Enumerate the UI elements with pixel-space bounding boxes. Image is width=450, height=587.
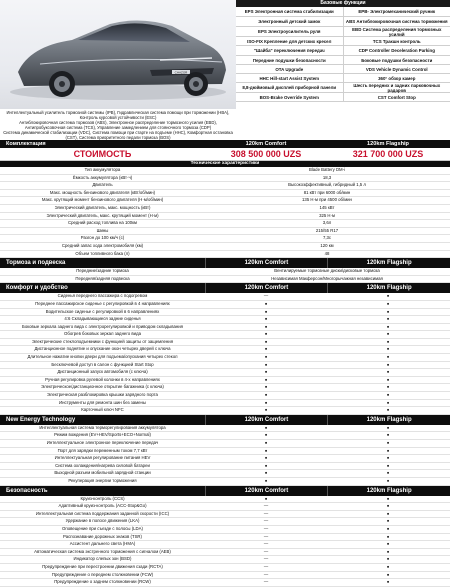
feature-spec-comfort: ● [205, 316, 327, 323]
feature-spec-flagship: ● [327, 362, 449, 369]
feature-spec-label: Предупреждение при перестроении движения сзади (RCTA) [0, 564, 205, 571]
feature-spec-row [0, 564, 450, 572]
feature-cell: Передние подушки безопасности [236, 56, 343, 64]
feature-spec-row [0, 448, 450, 456]
pricing-header [0, 140, 450, 148]
section-title: Тормоза и подвеска [0, 258, 205, 268]
feature-spec-label: Электрическое/дистанционное открытие багажника (с ключа) [0, 384, 205, 391]
feature-spec-row [0, 440, 450, 448]
feature-spec-label: Рекуперация энергии торможения [0, 478, 205, 485]
tech-row-value: 325 Н·м [205, 213, 449, 220]
feature-spec-comfort: ● [205, 463, 327, 470]
feature-spec-row [0, 309, 450, 317]
section-title: Комфорт и удобство [0, 283, 205, 293]
feature-cell: Электронный детский замок [236, 17, 343, 26]
feature-spec-label: Дистанционное поднятие и опускание окон четырех дверей с ключа [0, 346, 205, 353]
section-col-flagship: 120km Flagship [327, 283, 450, 293]
tech-row [0, 235, 450, 243]
feature-spec-comfort: ● [205, 440, 327, 447]
feature-spec-flagship: ● [327, 564, 449, 571]
tech-row-label: Объем топливного бака (л) [0, 251, 205, 258]
feature-spec-label: Предупреждение о заднем столкновении (RCW) [0, 579, 205, 586]
feature-spec-label: Круиз-контроль (CCS) [0, 496, 205, 503]
feature-spec-comfort: — [205, 526, 327, 533]
feature-spec-flagship: ● [327, 346, 449, 353]
feature-spec-flagship: ● [327, 534, 449, 541]
feature-row [236, 93, 450, 102]
tech-row [0, 167, 450, 175]
feature-spec-flagship: ● [327, 354, 449, 361]
feature-cell: EPS Электроусилитель руля [236, 27, 343, 36]
feature-spec-comfort: ● [205, 331, 327, 338]
feature-spec-label: Индикатор слепых зон (BSD) [0, 556, 205, 563]
section-header [0, 258, 450, 268]
feature-spec-row [0, 541, 450, 549]
tech-row-label: Средний расход топлива на 100км [0, 220, 205, 227]
feature-spec-comfort: ● [205, 432, 327, 439]
feature-spec-row [0, 346, 450, 354]
feature-spec-comfort: ● [205, 470, 327, 477]
feature-spec-flagship: ● [327, 331, 449, 338]
tech-row-label: Двигатель [0, 182, 205, 189]
feature-spec-value: Независимая Макферсон/Многорычажная независимая [205, 276, 449, 283]
feature-spec-row [0, 293, 450, 301]
feature-spec-label: Обогрев боковых зеркал заднего вида [0, 331, 205, 338]
feature-cell: TCS Тракшн контроль [343, 37, 450, 45]
feature-spec-comfort: ● [205, 400, 327, 407]
feature-spec-row [0, 316, 450, 324]
feature-spec-flagship: ● [327, 369, 449, 376]
feature-spec-comfort: — [205, 579, 327, 586]
feature-cell: VDS Vehicle Dynamic Control [343, 65, 450, 73]
tech-row [0, 175, 450, 183]
feature-row [236, 37, 450, 46]
section-header [0, 415, 450, 425]
feature-cell: OTA Upgrade [236, 65, 343, 73]
feature-spec-label: Адаптивный круиз-контроль (ACC-Stop&Go) [0, 503, 205, 510]
feature-row [236, 46, 450, 56]
feature-spec-flagship: ● [327, 392, 449, 399]
feature-spec-row [0, 556, 450, 564]
section-title: Безопасность [0, 486, 205, 496]
feature-spec-row [0, 478, 450, 486]
feature-spec-row [0, 324, 450, 332]
feature-cell: ISO-FIX Крепление для детских кресел [236, 37, 343, 45]
feature-spec-comfort: ● [205, 392, 327, 399]
feature-spec-label: Интеллектуальная регулирование питания HEV [0, 455, 205, 462]
trim-comfort: 120km Comfort [205, 140, 327, 148]
feature-spec-row [0, 400, 450, 408]
feature-spec-label: Удержание в полосе движения (LKA) [0, 518, 205, 525]
tech-row-label: Макс. крутящий момент бензинового двигателя (Н·м/об/мин) [0, 197, 205, 204]
feature-row [236, 17, 450, 27]
feature-spec-row [0, 518, 450, 526]
tech-row-label: Электрический двигатель, макс. крутящий момент (Н·м) [0, 213, 205, 220]
feature-spec-label: Инструменты для ремонта шин без замены [0, 400, 205, 407]
feature-spec-flagship: ● [327, 384, 449, 391]
feature-spec-flagship: ● [327, 448, 449, 455]
feature-spec-comfort: ● [205, 448, 327, 455]
feature-spec-flagship: ● [327, 478, 449, 485]
feature-spec-row [0, 369, 450, 377]
feature-spec-comfort: — [205, 293, 327, 300]
feature-spec-label: Передняя/задняя подвеска [0, 276, 205, 283]
feature-spec-flagship: ● [327, 503, 449, 510]
tech-row-value: Высокоэффективный, гибридный 1,5 л [205, 182, 449, 189]
feature-spec-comfort: ● [205, 407, 327, 414]
trim-flagship: 120km Flagship [327, 140, 449, 148]
section-col-flagship: 120km Flagship [327, 258, 450, 268]
abs-systems-note: Антиблокировочная система тормозов (ABS), Электронное распределение тормозного усилия (EBD), Антипробуксовочная система (TCS), Управление замедлением для стояночного тормоза (CDP) [0, 120, 236, 130]
feature-spec-label: Интеллектуальное электронное переключение передач [0, 440, 205, 447]
feature-spec-label: Ручная регулировка рулевой колонки в 4-х направлениях [0, 377, 205, 384]
feature-spec-flagship: ● [327, 377, 449, 384]
feature-row [236, 56, 450, 65]
tech-row-value: 145 кВт [205, 205, 449, 212]
feature-spec-flagship: ● [327, 301, 449, 308]
feature-spec-comfort: ● [205, 377, 327, 384]
feature-spec-flagship: ● [327, 455, 449, 462]
feature-row [236, 83, 450, 93]
tech-row-value: 215/55 R17 [205, 228, 449, 235]
section-col-comfort: 120km Comfort [205, 486, 328, 496]
feature-spec-label: 4:6 Складывающиеся задние сиденья [0, 316, 205, 323]
feature-spec-flagship: ● [327, 339, 449, 346]
feature-spec-label: Предупреждение о переднем столкновении (FCW) [0, 572, 205, 579]
feature-cell: EPB- Электромеханический ручник [343, 7, 450, 16]
feature-spec-flagship: ● [327, 511, 449, 518]
hero [0, 0, 450, 139]
feature-spec-label: Боковые зеркала заднего вида с электрорегулировкой и приводом складывания [0, 324, 205, 331]
car-photo [0, 0, 236, 109]
feature-spec-comfort: ● [205, 324, 327, 331]
feature-spec-flagship: ● [327, 541, 449, 548]
tech-row-label: Макс. мощность бензинового двигателя (кВт/об/мин) [0, 190, 205, 197]
feature-spec-label: Водительское сиденье с регулировкой в 6 направлениях [0, 309, 205, 316]
feature-cell: BOS-Brake Override System [236, 93, 343, 101]
tech-row [0, 251, 450, 259]
feature-spec-label: Бесключевой доступ в салон с функцией Start Stop [0, 362, 205, 369]
feature-spec-comfort: ● [205, 339, 327, 346]
feature-spec-comfort: ● [205, 346, 327, 353]
feature-spec-flagship: ● [327, 579, 449, 586]
feature-cell: EBD Система распределения тормозных усилий [343, 27, 450, 36]
feature-spec-comfort: ● [205, 384, 327, 391]
feature-spec-label: Режим вождения (EV+HEV/Sports+ECO+Normal) [0, 432, 205, 439]
tech-row-value: 81 кВт при 6000 об/мин [205, 190, 449, 197]
feature-spec-row [0, 511, 450, 519]
feature-spec-comfort: — [205, 534, 327, 541]
feature-cell: CST Comfort Stop [343, 93, 450, 101]
feature-spec-row [0, 362, 450, 370]
tech-row-value: 48 [205, 251, 449, 258]
feature-spec-label: Распознавание дорожных знаков (TSR) [0, 534, 205, 541]
feature-spec-row [0, 432, 450, 440]
feature-spec-label: Электрическая разблокировка крышки зарядного порта [0, 392, 205, 399]
feature-spec-flagship: ● [327, 324, 449, 331]
feature-spec-comfort: ● [205, 496, 327, 503]
feature-row [236, 65, 450, 74]
feature-spec-comfort: — [205, 549, 327, 556]
feature-spec-flagship: ● [327, 316, 449, 323]
section-col-comfort: 120km Comfort [205, 283, 328, 293]
feature-spec-label: Передние/задние тормоза [0, 268, 205, 275]
section-col-comfort: 120km Comfort [205, 415, 328, 425]
feature-spec-flagship: ● [327, 556, 449, 563]
feature-spec-comfort: ● [205, 354, 327, 361]
tech-row [0, 205, 450, 213]
feature-spec-value: Вентилируемые тормозные диски/дисковые тормоза [205, 268, 449, 275]
price-flagship: 321 700 000 UZS [327, 148, 449, 160]
feature-spec-row [0, 526, 450, 534]
feature-spec-row [0, 268, 450, 276]
feature-spec-comfort: — [205, 572, 327, 579]
feature-row [236, 27, 450, 37]
feature-spec-row [0, 425, 450, 433]
feature-spec-row [0, 354, 450, 362]
feature-cell: Боковые подушки безопасности [343, 56, 450, 64]
tech-row-label: Электрический двигатель, макс. мощность (кВт) [0, 205, 205, 212]
feature-spec-row [0, 572, 450, 580]
feature-spec-row [0, 534, 450, 542]
feature-spec-row [0, 276, 450, 284]
feature-spec-row [0, 463, 450, 471]
stability-systems-note: Система динамической стабилизации (VDC), Система помощи при старте на подъеме (HHC), Комфортная остановка (CST), Система приоритетного педали тормоза (BOS) [0, 130, 236, 140]
feature-spec-row [0, 579, 450, 587]
tech-row [0, 182, 450, 190]
feature-cell: 360° обзор камер [343, 74, 450, 82]
feature-spec-comfort: — [205, 564, 327, 571]
brake-systems-note: Интеллектуальный усилитель тормозной системы (IPB), Гидравлическая система помощи при торможении (HBA), Контроль курсовой устойчивости (ESC) [0, 110, 236, 120]
tech-row [0, 228, 450, 236]
feature-spec-comfort: ● [205, 425, 327, 432]
feature-spec-row [0, 455, 450, 463]
tech-row [0, 197, 450, 205]
car-illustration [0, 0, 236, 109]
feature-spec-flagship: ● [327, 309, 449, 316]
feature-spec-flagship: ● [327, 463, 449, 470]
feature-spec-label: Интеллектуальная система поддержания заданной скорости (ICC) [0, 511, 205, 518]
tech-row-label: Тип аккумулятора [0, 167, 205, 174]
feature-spec-flagship: ● [327, 549, 449, 556]
base-features [236, 0, 450, 102]
feature-spec-comfort: ● [205, 309, 327, 316]
feature-spec-row [0, 496, 450, 504]
feature-spec-flagship: ● [327, 470, 449, 477]
feature-spec-row [0, 392, 450, 400]
feature-spec-comfort: — [205, 518, 327, 525]
feature-spec-flagship: ● [327, 518, 449, 525]
feature-spec-label: Карточный ключ NFC [0, 407, 205, 414]
section-header [0, 486, 450, 496]
tech-row [0, 243, 450, 251]
feature-spec-comfort: ● [205, 362, 327, 369]
tech-row-value: 3,6л [205, 220, 449, 227]
feature-spec-flagship: ● [327, 407, 449, 414]
feature-spec-row [0, 384, 450, 392]
price-comfort: 308 500 000 UZS [205, 148, 327, 160]
tech-specs-header: Технические характеристики [0, 161, 450, 167]
feature-spec-flagship: ● [327, 293, 449, 300]
feature-spec-row [0, 503, 450, 511]
feature-spec-label: Переднее пассажирское сиденье с регулировкой в 4 направлениях [0, 301, 205, 308]
feature-spec-label: Сиденья переднего пассажира с подогревом [0, 293, 205, 300]
tech-row [0, 213, 450, 221]
feature-cell: "Шайба" переключения передач [236, 46, 343, 55]
feature-spec-label: Дистанционный запуск автомобиля (с ключа) [0, 369, 205, 376]
car-badge-text: CHAZOR [175, 70, 189, 74]
tech-row-label: Средний запас хода электромобиля (км) [0, 243, 205, 250]
tech-row-value: 120 км [205, 243, 449, 250]
feature-spec-row [0, 377, 450, 385]
section-col-flagship: 120km Flagship [327, 486, 450, 496]
tech-row [0, 190, 450, 198]
section-col-flagship: 120km Flagship [327, 415, 450, 425]
price-row [0, 148, 450, 161]
tech-row-value: 18,3 [205, 175, 449, 182]
feature-spec-label: Оповещение при съезде с полосы (LDA) [0, 526, 205, 533]
tech-row-label: Разгон до 100 км/ч (с) [0, 235, 205, 242]
feature-spec-flagship: ● [327, 572, 449, 579]
feature-spec-flagship: ● [327, 432, 449, 439]
section-title: New Energy Technology [0, 415, 205, 425]
tech-row-value: Blade Battery DM-i [205, 167, 449, 174]
feature-spec-comfort: ● [205, 455, 327, 462]
feature-spec-flagship: ● [327, 496, 449, 503]
feature-spec-label: Электрические стеклоподъемники с функцией защиты от защемления [0, 339, 205, 346]
tech-row-label: Шины [0, 228, 205, 235]
feature-spec-row [0, 339, 450, 347]
feature-spec-flagship: ● [327, 400, 449, 407]
feature-row [236, 7, 450, 17]
feature-spec-label: Ассистент дальнего света (HMA) [0, 541, 205, 548]
feature-spec-row [0, 549, 450, 557]
feature-spec-comfort: ● [205, 301, 327, 308]
pricing-table [0, 140, 450, 587]
feature-spec-row [0, 470, 450, 478]
tech-row-value: 135 Н·м при 4500 об/мин [205, 197, 449, 204]
price-label: СТОИМОСТЬ [0, 148, 205, 160]
feature-cell: EPS Электронная система стабилизации [236, 7, 343, 16]
feature-spec-label: Выходной разъем мобильной зарядной станции [0, 470, 205, 477]
tech-row-value: 7,3с [205, 235, 449, 242]
feature-spec-flagship: ● [327, 440, 449, 447]
feature-spec-flagship: ● [327, 425, 449, 432]
feature-cell: CDP Controller Deceleration Parking [343, 46, 450, 55]
feature-spec-comfort: — [205, 556, 327, 563]
tech-row-label: Ёмкость аккумулятора (кВт·ч) [0, 175, 205, 182]
tech-row [0, 220, 450, 228]
feature-spec-comfort: — [205, 541, 327, 548]
section-col-comfort: 120km Comfort [205, 258, 328, 268]
feature-spec-label: Интеллектуальная система терморегулирования аккумулятора [0, 425, 205, 432]
feature-spec-comfort: — [205, 503, 327, 510]
feature-spec-label: Порт для зарядки переменным током 7,7 кВт [0, 448, 205, 455]
feature-cell: 8,8-дюймовый дисплей приборной панели [236, 83, 343, 92]
feature-spec-comfort: — [205, 511, 327, 518]
feature-spec-label: Система охлаждения/нагрева силовой батареи [0, 463, 205, 470]
feature-spec-row [0, 407, 450, 415]
feature-cell: ABS Антиблокировочная система торможения [343, 17, 450, 26]
feature-spec-flagship: ● [327, 526, 449, 533]
trim-label: Комплектация [0, 140, 205, 148]
feature-cell: HHC Hill-start Assist System [236, 74, 343, 82]
feature-spec-comfort: ● [205, 478, 327, 485]
feature-spec-label: Автоматическая система экстренного торможения с сигналом (AEB) [0, 549, 205, 556]
feature-cell: Шесть передних и задних парковочных радаров [343, 83, 450, 92]
feature-spec-row [0, 301, 450, 309]
base-features-header: Базовые функции [236, 0, 450, 7]
section-header [0, 283, 450, 293]
feature-spec-row [0, 331, 450, 339]
feature-spec-comfort: ● [205, 369, 327, 376]
feature-spec-label: Длительное нажатие кнопки двери для подъема/опускания четырех стекол [0, 354, 205, 361]
